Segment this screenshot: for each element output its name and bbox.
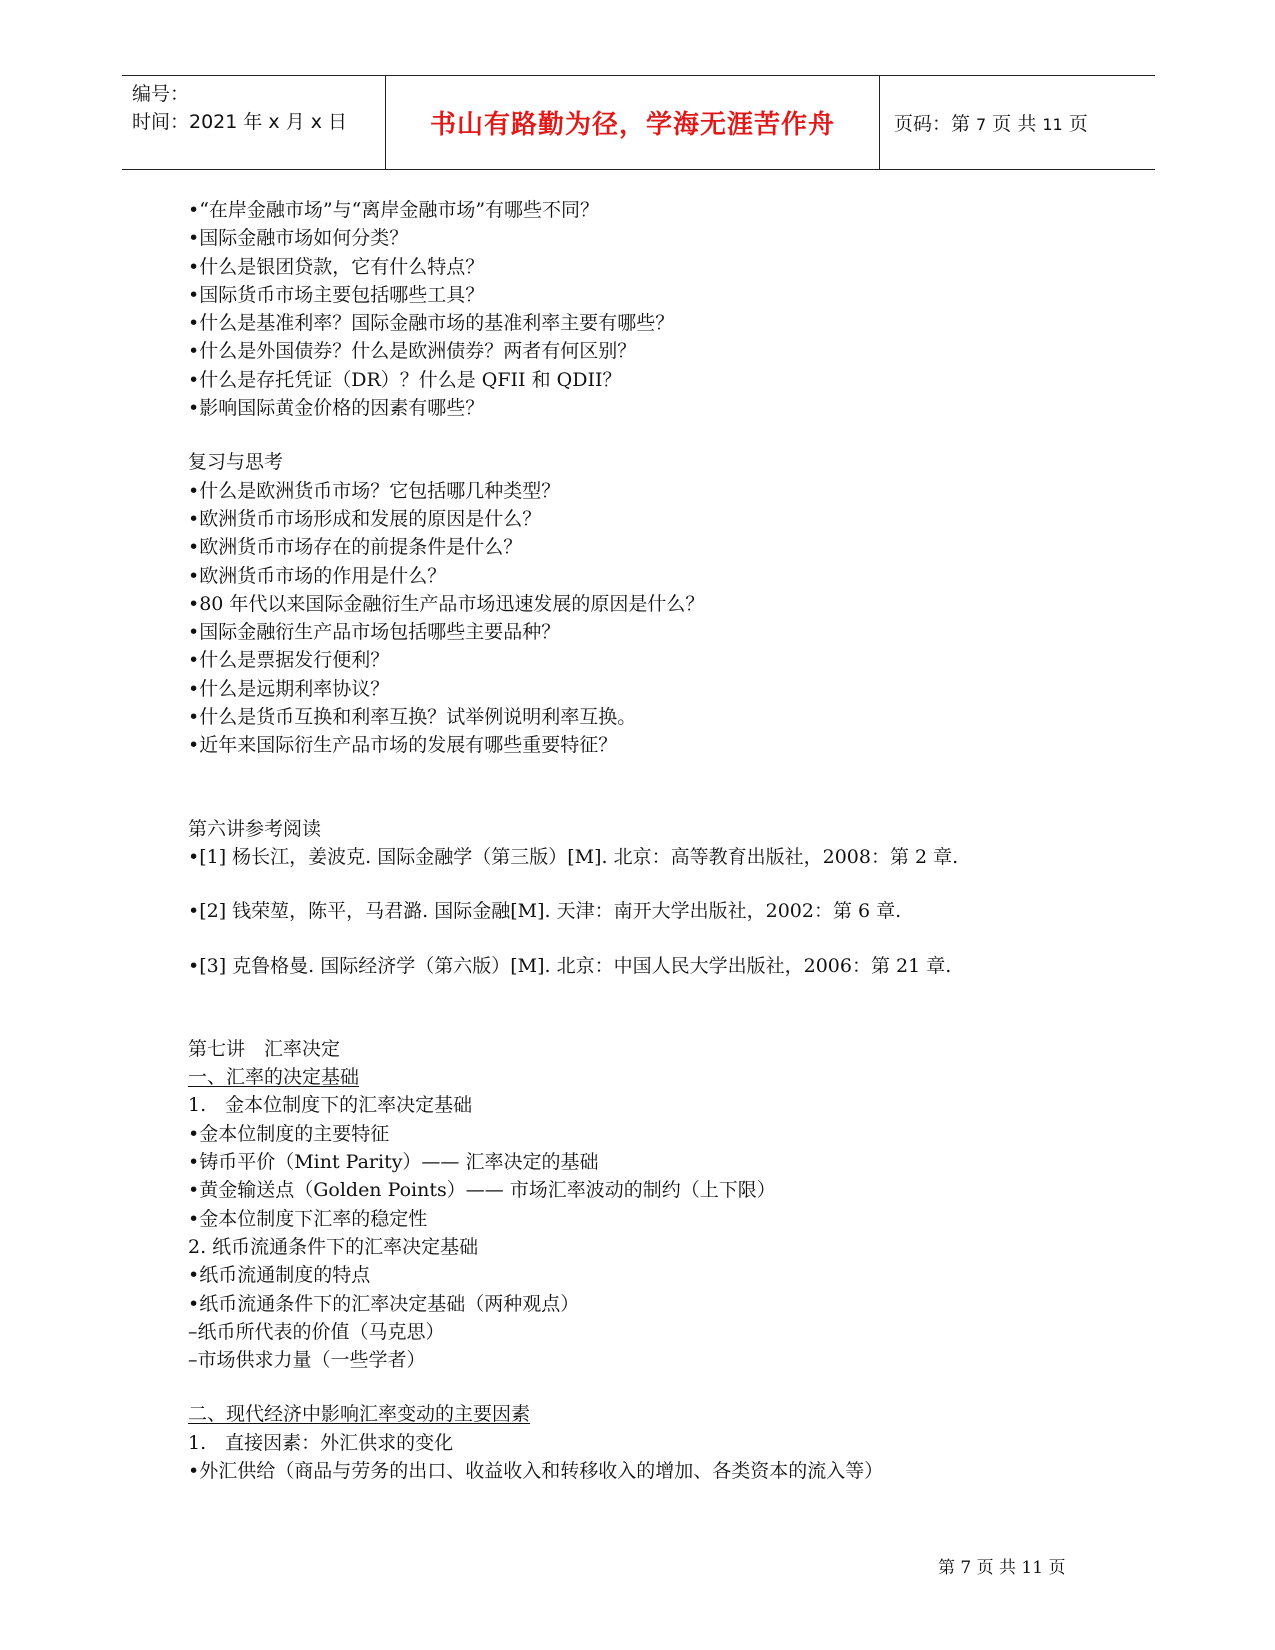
list-item: •欧洲货币市场的作用是什么？ [188, 564, 447, 587]
question-list [188, 196, 1088, 422]
page-label-prefix: 页码：第 [894, 113, 977, 135]
list-item: •近年来国际衍生产品市场的发展有哪些重要特征？ [188, 734, 618, 757]
review-section [188, 448, 1088, 759]
list-item: •国际金融市场如何分类？ [188, 227, 409, 250]
date-label: 时间：2021 年 x 月 x 日 [132, 111, 348, 133]
list-item: •金本位制度的主要特征 [188, 1122, 390, 1145]
page-header-table [122, 75, 1155, 170]
list-item: •纸币流通制度的特点 [188, 1264, 371, 1287]
list-item: –市场供求力量（一些学者） [188, 1349, 426, 1372]
list-item: •“在岸金融市场”与“离岸金融市场”有哪些不同？ [188, 199, 600, 221]
section-title: 第七讲 汇率决定 [188, 1037, 341, 1060]
section-title: 第六讲参考阅读 [188, 817, 322, 840]
document-body [188, 196, 1088, 1485]
header-page-cell [881, 76, 1155, 169]
list-item: –纸币所代表的价值（马克思） [188, 1320, 445, 1343]
page-current: 7 [976, 115, 987, 134]
lecture-section [188, 1035, 1088, 1485]
list-item: •欧洲货币市场存在的前提条件是什么？ [188, 536, 523, 559]
header-motto-cell [386, 76, 880, 169]
serial-number-label: 编号： [132, 83, 190, 105]
list-item: •影响国际黄金价格的因素有哪些？ [188, 397, 485, 420]
list-item: •什么是远期利率协议？ [188, 677, 390, 700]
list-item: •什么是存托凭证（DR）？什么是 QFII 和 QDII？ [188, 368, 622, 391]
page-number-label [894, 109, 1088, 136]
motto-text: 书山有路勤为径，学海无涯苦作舟 [429, 110, 835, 140]
page-label-middle: 页 共 [986, 113, 1043, 135]
list-item: 1. 金本位制度下的汇率决定基础 [188, 1094, 473, 1117]
list-item: •国际金融衍生产品市场包括哪些主要品种？ [188, 621, 561, 644]
list-item: 1. 直接因素：外汇供求的变化 [188, 1431, 454, 1454]
section-title: 复习与思考 [188, 451, 284, 474]
list-item: •黄金输送点（Golden Points）—— 市场汇率波动的制约（上下限） [188, 1179, 776, 1202]
list-item: •什么是票据发行便利？ [188, 649, 390, 672]
list-item: 2. 纸币流通条件下的汇率决定基础 [188, 1235, 479, 1258]
list-item: •国际货币市场主要包括哪些工具？ [188, 283, 485, 306]
page-footer: 第 7 页 共 11 页 [938, 1558, 1066, 1578]
list-item: •什么是基准利率？国际金融市场的基准利率主要有哪些？ [188, 312, 675, 335]
list-item: •欧洲货币市场形成和发展的原因是什么？ [188, 507, 542, 530]
header-meta-cell [122, 76, 386, 169]
subsection-heading: 一、汇率的决定基础 [188, 1066, 360, 1089]
reference-item: •[1] 杨长江，姜波克. 国际金融学（第三版）[M]. 北京：高等教育出版社，2008：第 2 章. [188, 845, 959, 868]
page-total: 11 [1042, 115, 1063, 134]
reference-item: •[3] 克鲁格曼. 国际经济学（第六版）[M]. 北京：中国人民大学出版社，2006：第 21 章. [188, 954, 952, 977]
list-item: •什么是欧洲货币市场？它包括哪几种类型？ [188, 479, 561, 502]
reference-item: •[2] 钱荣堃，陈平，马君潞. 国际金融[M]. 天津：南开大学出版社，2002：第 6 章. [188, 900, 902, 923]
list-item: •铸币平价（Mint Parity）—— 汇率决定的基础 [188, 1151, 599, 1174]
list-item: •什么是银团贷款，它有什么特点？ [188, 255, 485, 278]
list-item: •纸币流通条件下的汇率决定基础（两种观点） [188, 1292, 580, 1315]
page-label-suffix: 页 [1062, 113, 1088, 135]
list-item: •金本位制度下汇率的稳定性 [188, 1207, 428, 1230]
subsection-heading: 二、现代经济中影响汇率变动的主要因素 [188, 1403, 531, 1426]
list-item: •什么是货币互换和利率互换？试举例说明利率互换。 [188, 706, 637, 729]
list-item: •外汇供给（商品与劳务的出口、收益收入和转移收入的增加、各类资本的流入等） [188, 1459, 884, 1482]
list-item: •80 年代以来国际金融衍生产品市场迅速发展的原因是什么？ [188, 592, 705, 615]
reading-section [188, 815, 1088, 980]
list-item: •什么是外国债券？什么是欧洲债券？两者有何区别？ [188, 340, 637, 363]
